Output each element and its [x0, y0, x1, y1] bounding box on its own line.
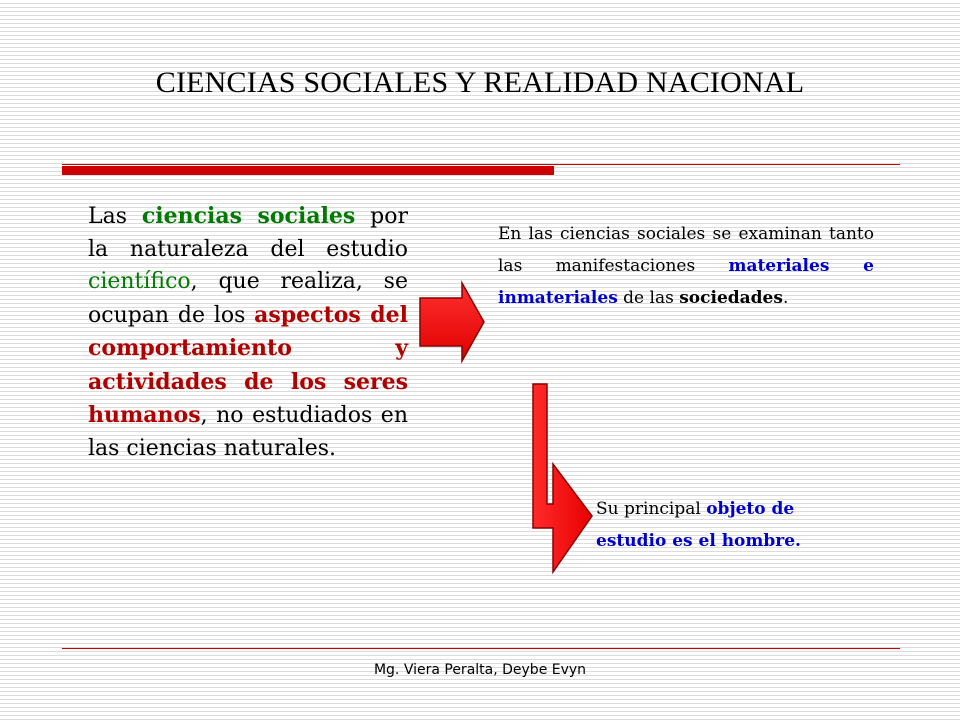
left-text-part: por la naturaleza del estudio [88, 204, 408, 262]
top-rule-line [62, 164, 900, 165]
highlight-ciencias-sociales: ciencias sociales [141, 203, 356, 229]
highlight-cientifico: científico [88, 269, 191, 294]
left-text-part: , que realiza, se ocupan de los [88, 269, 408, 328]
highlight-sociedades: sociedades [679, 288, 783, 308]
highlight-objeto: objeto de estudio es el hombre. [596, 499, 801, 551]
bottom-rule-line [62, 648, 900, 649]
highlight-aspectos: aspectos del comportamiento y actividades de los seres humanos [88, 301, 408, 428]
right-text-part: En las ciencias sociales se examinan tanto las manifestaciones [498, 224, 874, 276]
right-arrow-icon [418, 282, 486, 362]
highlight-materiales: materiales e inmateriales [498, 256, 874, 308]
top-accent-bar [62, 166, 554, 175]
right-text-part: . [782, 288, 789, 308]
slide-title: CIENCIAS SOCIALES Y REALIDAD NACIONAL [155, 66, 805, 99]
left-paragraph [88, 200, 408, 465]
right-paragraph [498, 218, 874, 314]
footer-author: Mg. Viera Peralta, Deybe Evyn [373, 662, 587, 678]
right-text-part: de las [617, 288, 680, 308]
left-text-part: , no estudiados en las ciencias naturales. [88, 403, 408, 461]
left-text-part: Las [88, 204, 142, 229]
bent-arrow-icon [530, 382, 594, 576]
object-paragraph [596, 493, 868, 557]
object-text-part: Su principal [596, 499, 707, 519]
